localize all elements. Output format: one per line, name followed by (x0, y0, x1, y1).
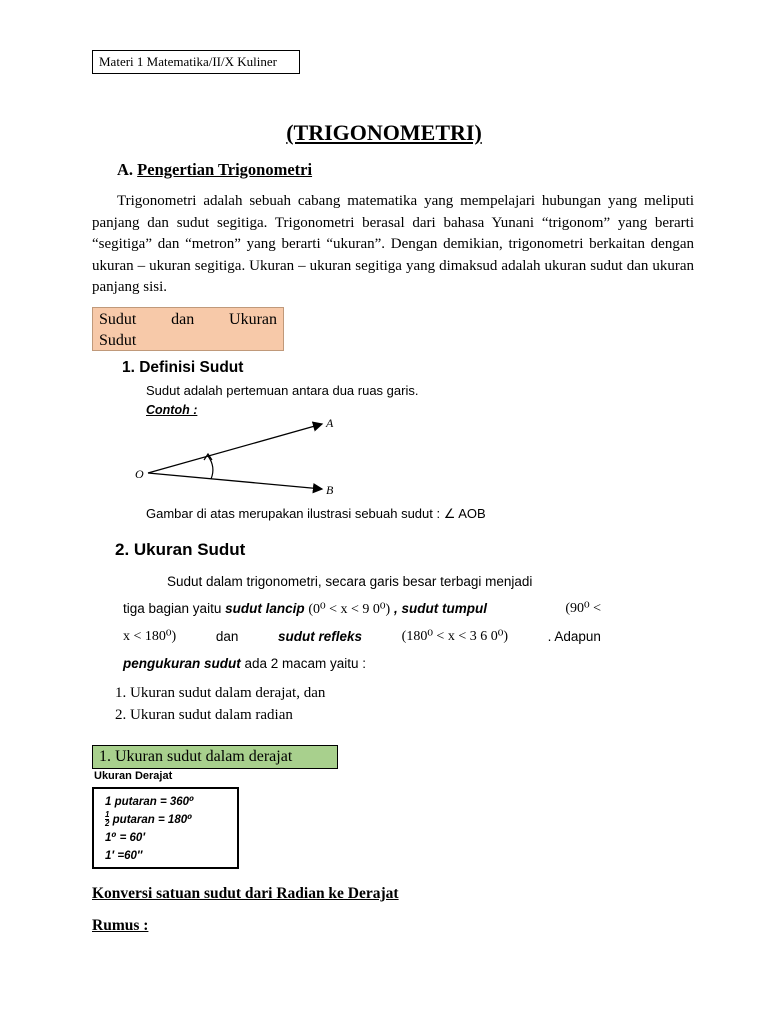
section-a-title: Pengertian Trigonometri (137, 160, 313, 179)
rumus-heading: Rumus : (92, 917, 149, 934)
ray-ob (148, 473, 322, 489)
ukuran-sudut-paragraph (123, 568, 601, 677)
green-highlight-box: 1. Ukuran sudut dalam derajat (92, 745, 338, 769)
page-title: (TRIGONOMETRI) (286, 120, 482, 145)
derajat-row-1: 1 putaran = 360⁰ (105, 796, 195, 808)
section-a-heading (117, 160, 312, 180)
definisi-text: Sudut adalah pertemuan antara dua ruas garis. (146, 383, 419, 398)
sudut-refleks-term: sudut refleks (277, 629, 363, 644)
ukuran-line-3: x < 180⁰) dan sudut refleks (180⁰ < x < 3 6 0⁰) . Adapun (123, 623, 601, 650)
ukuran-derajat-label: Ukuran Derajat (94, 770, 173, 782)
intro-paragraph: Trigonometri adalah sebuah cabang matematika yang mempelajari hubungan yang meliputi panjang dan sudut segitiga. Trigonometri berasal dari bahasa Yunani “trigonom” yang berarti “segitiga” dan “metron” yang berarti “ukuran”. Dengan demikian, trigonometri berkaitan dengan ukuran – ukuran segitiga. Ukuran – ukuran segitiga yang dimaksud adalah ukuran sudut dan ukuran panjang sisi. (92, 193, 694, 295)
lancip-range: (0⁰ < x < 9 0⁰) (308, 602, 391, 617)
measure-types-list (115, 683, 325, 726)
orange-word-2: dan (171, 311, 195, 328)
ukuran-derajat-box (92, 787, 239, 869)
orange-highlight-box (92, 307, 284, 351)
orange-word-4: Sudut (99, 332, 137, 349)
derajat-row-4: 1′ =60′′ (105, 850, 143, 862)
ukuran-line-2: tiga bagian yaitu sudut lancip (0⁰ < x < 9 0⁰) , sudut tumpul (90⁰ < (123, 595, 601, 623)
derajat-row-3: 1⁰ = 60′ (105, 832, 146, 844)
ray-oa (148, 424, 322, 473)
sudut-tumpul-term: sudut tumpul (401, 601, 487, 616)
label-o: O (135, 467, 144, 481)
derajat-row-2: $\frac{1}{2}$ putaran = 180⁰ (105, 810, 193, 829)
section-a-letter: A. (117, 160, 134, 179)
orange-word-1: Sudut (99, 311, 137, 328)
label-b: B (326, 483, 334, 497)
label-a: A (326, 416, 334, 430)
konversi-heading: Konversi satuan sudut dari Radian ke Derajat (92, 885, 399, 902)
ukuran-sudut-heading: 2. Ukuran Sudut (115, 540, 246, 559)
ukuran-line-1: Sudut dalam trigonometri, secara garis besar terbagi menjadi (167, 574, 533, 589)
contoh-label: Contoh : (146, 403, 198, 417)
angle-caption: Gambar di atas merupakan ilustrasi sebuah sudut : ∠ AOB (146, 506, 486, 521)
ukuran-line-4: pengukuran sudut ada 2 macam yaitu : (123, 656, 367, 671)
document-header-box: Materi 1 Matematika/II/X Kuliner (92, 50, 300, 74)
list-item: 2. Ukuran sudut dalam radian (115, 706, 293, 723)
definisi-heading: 1. Definisi Sudut (122, 359, 244, 376)
list-item: 1. Ukuran sudut dalam derajat, dan (115, 685, 326, 701)
tumpul-range-a: (90⁰ < (565, 601, 601, 616)
orange-word-3: Ukuran (229, 311, 277, 328)
pengukuran-sudut-term: pengukuran sudut (123, 656, 241, 671)
sudut-lancip-term: sudut lancip (225, 601, 305, 616)
refleks-range: (180⁰ < x < 3 6 0⁰) (401, 629, 508, 644)
tumpul-range-b: x < 180⁰) (123, 629, 177, 644)
angle-diagram (130, 412, 350, 504)
